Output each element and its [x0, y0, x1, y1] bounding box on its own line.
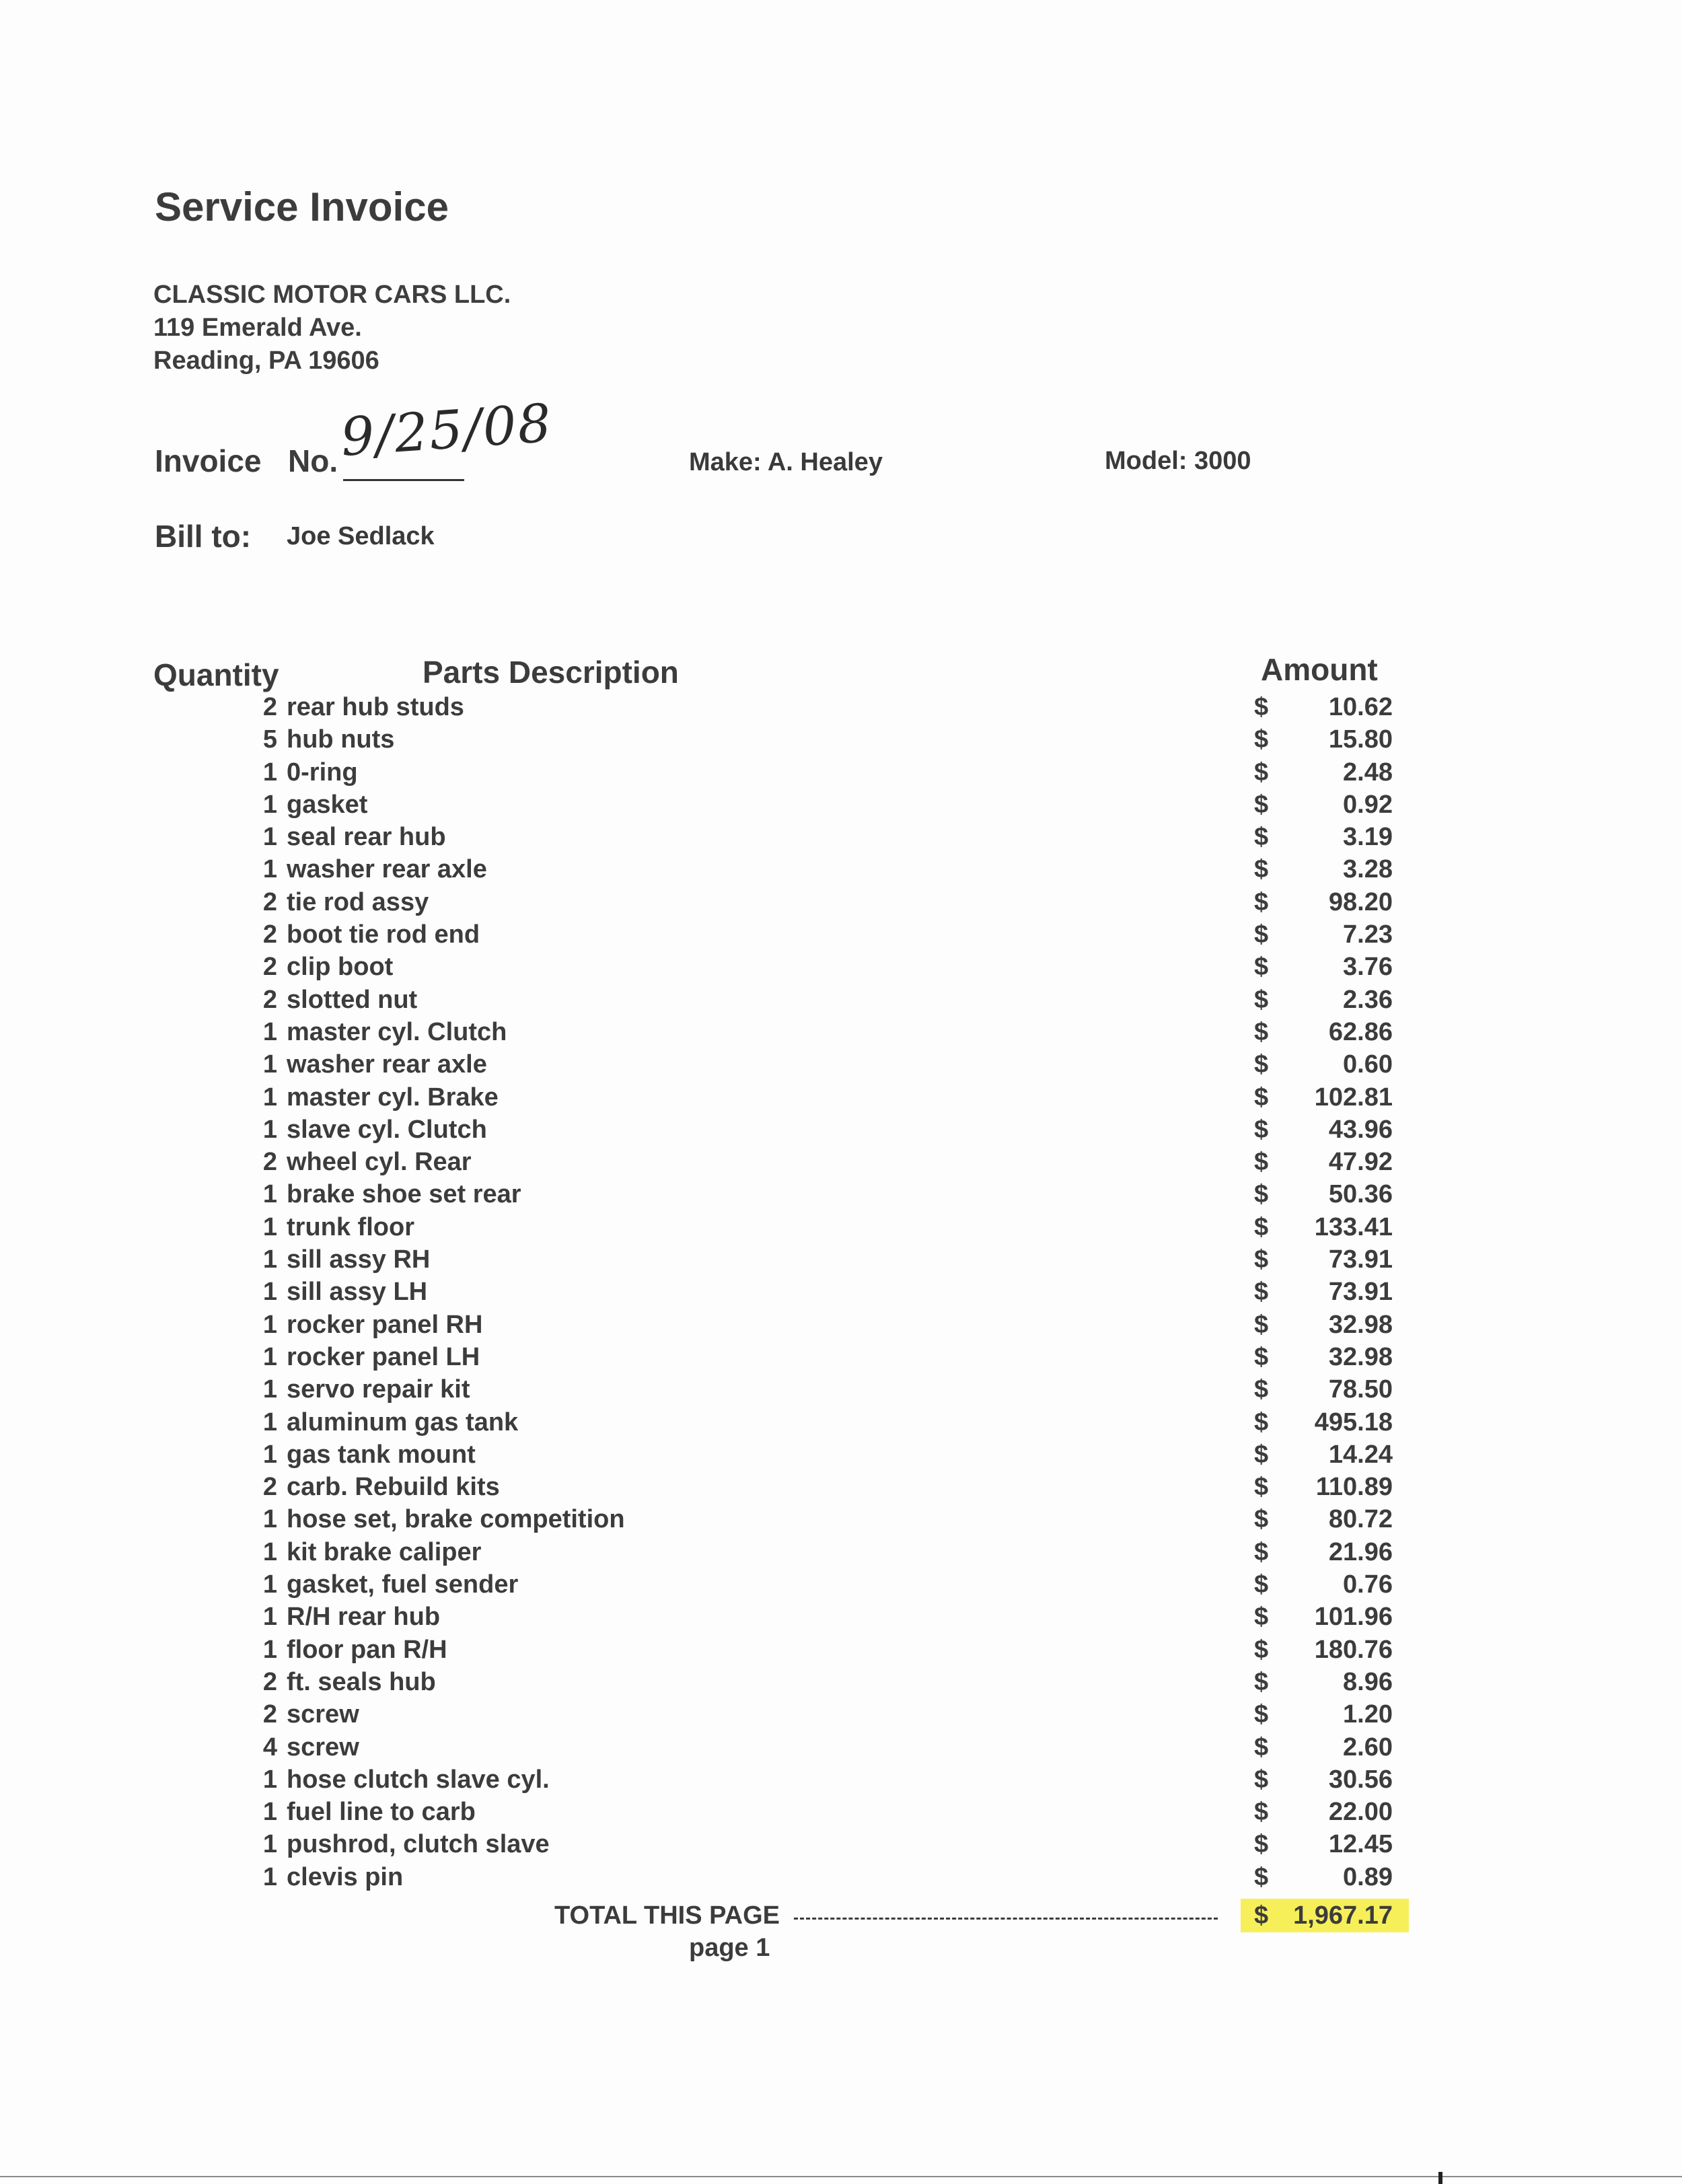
row-currency-symbol: $ — [1254, 953, 1269, 982]
row-description: ft. seals hub — [287, 1667, 436, 1696]
row-currency-symbol: $ — [1254, 1635, 1269, 1664]
scan-edge-mark — [1438, 2172, 1442, 2184]
row-quantity: 1 — [262, 1278, 277, 1307]
row-description: master cyl. Clutch — [287, 1017, 507, 1046]
scan-edge-line — [0, 2176, 1682, 2177]
row-amount: 3.28 — [1343, 855, 1393, 884]
row-description: sill assy RH — [287, 1245, 431, 1274]
row-description: hose clutch slave cyl. — [287, 1765, 550, 1794]
table-row — [0, 1050, 1682, 1083]
row-currency-symbol: $ — [1254, 1603, 1269, 1632]
table-row — [0, 823, 1682, 855]
row-currency-symbol: $ — [1254, 1733, 1269, 1761]
row-amount: 14.24 — [1328, 1440, 1393, 1469]
table-row — [0, 1830, 1682, 1862]
row-description: trunk floor — [287, 1212, 414, 1241]
table-row — [0, 1668, 1682, 1700]
row-amount: 102.81 — [1314, 1083, 1393, 1112]
row-description: pushrod, clutch slave — [287, 1830, 550, 1859]
total-label: TOTAL THIS PAGE — [554, 1901, 780, 1930]
table-row — [0, 1603, 1682, 1635]
row-description: brake shoe set rear — [287, 1180, 521, 1209]
column-header-amount: Amount — [1261, 652, 1378, 687]
invoice-number-label: No. — [288, 443, 338, 478]
row-amount: 47.92 — [1328, 1148, 1393, 1177]
row-currency-symbol: $ — [1254, 887, 1269, 916]
row-description: rocker panel RH — [287, 1310, 483, 1339]
table-row — [0, 1798, 1682, 1830]
row-quantity: 2 — [262, 887, 277, 916]
row-currency-symbol: $ — [1254, 758, 1269, 787]
row-quantity: 1 — [262, 1115, 277, 1144]
table-row — [0, 1018, 1682, 1050]
row-amount: 2.36 — [1343, 985, 1393, 1014]
row-amount: 180.76 — [1314, 1635, 1393, 1664]
document-title: Service Invoice — [155, 184, 449, 229]
bill-to-label: Bill to: — [155, 519, 252, 554]
row-amount: 0.89 — [1343, 1862, 1393, 1891]
row-quantity: 1 — [262, 1537, 277, 1566]
row-quantity: 2 — [262, 1148, 277, 1177]
table-row — [0, 986, 1682, 1018]
row-description: rear hub studs — [287, 693, 464, 721]
row-amount: 3.19 — [1343, 823, 1393, 852]
table-row — [0, 1375, 1682, 1408]
row-quantity: 1 — [262, 1830, 277, 1859]
row-description: wheel cyl. Rear — [287, 1148, 472, 1177]
row-quantity: 2 — [262, 1700, 277, 1729]
row-amount: 12.45 — [1328, 1830, 1393, 1859]
row-currency-symbol: $ — [1254, 1440, 1269, 1469]
table-row — [0, 1505, 1682, 1537]
invoice-number-underline — [343, 479, 464, 481]
row-description: floor pan R/H — [287, 1635, 447, 1664]
invoice-number-handwritten: 9/25/08 — [338, 393, 554, 468]
row-amount: 30.56 — [1328, 1765, 1393, 1794]
row-amount: 15.80 — [1328, 725, 1393, 754]
total-amount: 1,967.17 — [1293, 1901, 1393, 1930]
row-description: gasket — [287, 790, 368, 819]
row-quantity: 1 — [262, 1212, 277, 1241]
row-amount: 0.60 — [1343, 1050, 1393, 1079]
row-quantity: 1 — [262, 1570, 277, 1599]
row-description: servo repair kit — [287, 1375, 470, 1404]
row-description: screw — [287, 1700, 359, 1729]
row-currency-symbol: $ — [1254, 693, 1269, 721]
row-description: washer rear axle — [287, 1050, 487, 1079]
row-currency-symbol: $ — [1254, 855, 1269, 884]
row-amount: 495.18 — [1314, 1408, 1393, 1436]
row-amount: 8.96 — [1343, 1667, 1393, 1696]
table-row — [0, 1766, 1682, 1798]
table-row — [0, 1343, 1682, 1375]
row-quantity: 1 — [262, 1603, 277, 1632]
invoice-label: Invoice — [155, 443, 262, 478]
row-description: fuel line to carb — [287, 1798, 476, 1827]
row-description: screw — [287, 1733, 359, 1761]
row-currency-symbol: $ — [1254, 920, 1269, 949]
row-amount: 22.00 — [1328, 1798, 1393, 1827]
row-currency-symbol: $ — [1254, 1408, 1269, 1436]
table-row — [0, 1311, 1682, 1343]
row-description: slave cyl. Clutch — [287, 1115, 487, 1144]
row-amount: 2.48 — [1343, 758, 1393, 787]
row-quantity: 1 — [262, 1375, 277, 1404]
row-currency-symbol: $ — [1254, 1830, 1269, 1859]
table-row — [0, 953, 1682, 985]
table-row — [0, 1538, 1682, 1570]
row-description: master cyl. Brake — [287, 1083, 499, 1112]
row-description: hub nuts — [287, 725, 395, 754]
row-quantity: 1 — [262, 1798, 277, 1827]
line-items — [0, 693, 1682, 1895]
row-description: clevis pin — [287, 1862, 404, 1891]
table-row — [0, 725, 1682, 758]
row-quantity: 1 — [262, 1245, 277, 1274]
table-row — [0, 1213, 1682, 1245]
table-row — [0, 855, 1682, 887]
company-address-line1: 119 Emerald Ave. — [153, 314, 362, 342]
table-row — [0, 1408, 1682, 1441]
row-description: sill assy LH — [287, 1278, 428, 1307]
row-amount: 80.72 — [1328, 1505, 1393, 1534]
table-row — [0, 920, 1682, 953]
row-currency-symbol: $ — [1254, 1862, 1269, 1891]
row-quantity: 1 — [262, 1635, 277, 1664]
row-description: 0-ring — [287, 758, 358, 787]
row-quantity: 1 — [262, 823, 277, 852]
table-row — [0, 1733, 1682, 1766]
row-currency-symbol: $ — [1254, 1765, 1269, 1794]
row-description: hose set, brake competition — [287, 1505, 625, 1534]
row-currency-symbol: $ — [1254, 1017, 1269, 1046]
row-description: aluminum gas tank — [287, 1408, 519, 1436]
table-row — [0, 1278, 1682, 1310]
row-amount: 21.96 — [1328, 1537, 1393, 1566]
table-row — [0, 1148, 1682, 1180]
row-amount: 133.41 — [1314, 1212, 1393, 1241]
row-description: rocker panel LH — [287, 1342, 480, 1371]
row-quantity: 2 — [262, 1667, 277, 1696]
row-currency-symbol: $ — [1254, 1115, 1269, 1144]
row-amount: 50.36 — [1328, 1180, 1393, 1209]
row-description: seal rear hub — [287, 823, 446, 852]
table-row — [0, 888, 1682, 920]
table-row — [0, 1636, 1682, 1668]
bill-to-name: Joe Sedlack — [287, 522, 435, 550]
row-amount: 101.96 — [1314, 1603, 1393, 1632]
company-block — [153, 279, 511, 377]
row-currency-symbol: $ — [1254, 1537, 1269, 1566]
row-quantity: 5 — [262, 725, 277, 754]
row-quantity: 1 — [262, 1017, 277, 1046]
row-amount: 3.76 — [1343, 953, 1393, 982]
row-currency-symbol: $ — [1254, 1798, 1269, 1827]
row-currency-symbol: $ — [1254, 1505, 1269, 1534]
row-quantity: 1 — [262, 1180, 277, 1209]
row-quantity: 1 — [262, 1083, 277, 1112]
row-amount: 0.92 — [1343, 790, 1393, 819]
row-quantity: 1 — [262, 855, 277, 884]
row-currency-symbol: $ — [1254, 1180, 1269, 1209]
row-currency-symbol: $ — [1254, 1212, 1269, 1241]
table-row — [0, 791, 1682, 823]
row-currency-symbol: $ — [1254, 1050, 1269, 1079]
row-description: carb. Rebuild kits — [287, 1473, 500, 1502]
table-row — [0, 1245, 1682, 1278]
row-quantity: 4 — [262, 1733, 277, 1761]
row-amount: 10.62 — [1328, 693, 1393, 721]
row-currency-symbol: $ — [1254, 1570, 1269, 1599]
table-row — [0, 1180, 1682, 1212]
table-row — [0, 1473, 1682, 1505]
row-currency-symbol: $ — [1254, 1245, 1269, 1274]
row-currency-symbol: $ — [1254, 1310, 1269, 1339]
row-currency-symbol: $ — [1254, 725, 1269, 754]
company-address-line2: Reading, PA 19606 — [153, 347, 379, 375]
row-quantity: 1 — [262, 1050, 277, 1079]
row-amount: 73.91 — [1328, 1278, 1393, 1307]
row-amount: 1.20 — [1343, 1700, 1393, 1729]
row-description: boot tie rod end — [287, 920, 480, 949]
row-currency-symbol: $ — [1254, 1342, 1269, 1371]
row-currency-symbol: $ — [1254, 1083, 1269, 1112]
row-amount: 32.98 — [1328, 1342, 1393, 1371]
row-currency-symbol: $ — [1254, 1473, 1269, 1502]
column-header-quantity: Quantity — [153, 657, 279, 692]
row-quantity: 1 — [262, 1505, 277, 1534]
row-quantity: 2 — [262, 920, 277, 949]
row-quantity: 2 — [262, 693, 277, 721]
row-description: slotted nut — [287, 985, 418, 1014]
row-currency-symbol: $ — [1254, 1700, 1269, 1729]
row-description: washer rear axle — [287, 855, 487, 884]
row-description: gas tank mount — [287, 1440, 476, 1469]
row-quantity: 1 — [262, 1408, 277, 1436]
row-quantity: 1 — [262, 1765, 277, 1794]
row-currency-symbol: $ — [1254, 1278, 1269, 1307]
row-quantity: 1 — [262, 1440, 277, 1469]
row-quantity: 1 — [262, 1342, 277, 1371]
row-quantity: 2 — [262, 985, 277, 1014]
row-amount: 62.86 — [1328, 1017, 1393, 1046]
row-currency-symbol: $ — [1254, 1375, 1269, 1404]
table-row — [0, 1083, 1682, 1116]
table-row — [0, 693, 1682, 725]
total-leader-dashes — [794, 1918, 1218, 1920]
row-description: kit brake caliper — [287, 1537, 482, 1566]
table-row — [0, 1116, 1682, 1148]
row-currency-symbol: $ — [1254, 985, 1269, 1014]
table-row — [0, 758, 1682, 791]
row-quantity: 2 — [262, 953, 277, 982]
row-amount: 78.50 — [1328, 1375, 1393, 1404]
company-name: CLASSIC MOTOR CARS LLC. — [153, 281, 511, 309]
row-currency-symbol: $ — [1254, 1667, 1269, 1696]
row-description: clip boot — [287, 953, 394, 982]
page-number: page 1 — [689, 1934, 770, 1962]
table-row — [0, 1441, 1682, 1473]
column-header-description: Parts Description — [423, 655, 679, 690]
vehicle-make: Make: A. Healey — [689, 448, 883, 476]
table-row — [0, 1700, 1682, 1733]
row-quantity: 2 — [262, 1473, 277, 1502]
row-quantity: 1 — [262, 1310, 277, 1339]
row-amount: 98.20 — [1328, 887, 1393, 916]
row-quantity: 1 — [262, 1862, 277, 1891]
row-description: R/H rear hub — [287, 1603, 441, 1632]
table-row — [0, 1863, 1682, 1895]
row-description: gasket, fuel sender — [287, 1570, 519, 1599]
total-currency-symbol: $ — [1254, 1901, 1269, 1930]
vehicle-model: Model: 3000 — [1105, 447, 1251, 475]
table-row — [0, 1570, 1682, 1603]
row-amount: 2.60 — [1343, 1733, 1393, 1761]
row-amount: 110.89 — [1315, 1473, 1393, 1502]
row-amount: 43.96 — [1328, 1115, 1393, 1144]
row-quantity: 1 — [262, 758, 277, 787]
row-amount: 7.23 — [1343, 920, 1393, 949]
row-currency-symbol: $ — [1254, 790, 1269, 819]
row-currency-symbol: $ — [1254, 1148, 1269, 1177]
total-row — [0, 1900, 1682, 1934]
row-quantity: 1 — [262, 790, 277, 819]
row-amount: 73.91 — [1328, 1245, 1393, 1274]
row-amount: 0.76 — [1343, 1570, 1393, 1599]
row-amount: 32.98 — [1328, 1310, 1393, 1339]
row-description: tie rod assy — [287, 887, 429, 916]
row-currency-symbol: $ — [1254, 823, 1269, 852]
